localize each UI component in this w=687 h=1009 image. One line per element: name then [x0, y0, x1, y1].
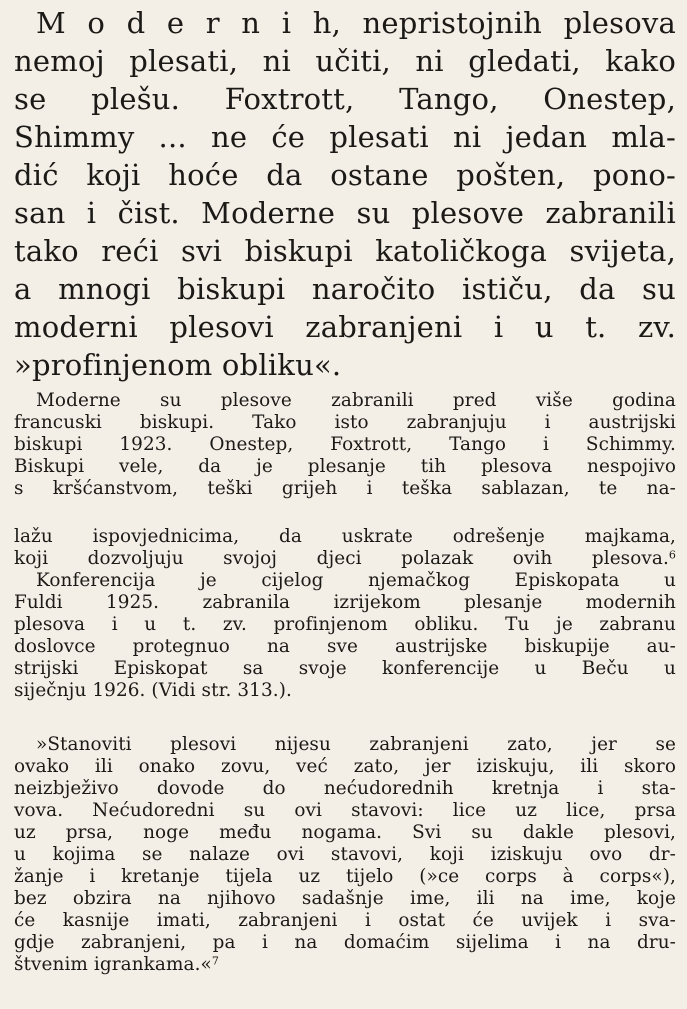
text-line: Fuldi 1925. zabranila izrijekom plesanje modernih	[14, 592, 676, 613]
text-line: gdje zabranjeni, pa i na domaćim sijelima i na dru-	[14, 932, 676, 953]
text-line: »Stanoviti plesovi nijesu zabranjeni zato, jer se	[36, 734, 676, 755]
text-line: će kasnije imati, zabranjeni i ostat će uvijek i sva-	[14, 910, 676, 931]
text-span: štvenim igrankama.«	[14, 954, 212, 975]
text-line: Shimmy ... ne će plesati ni jedan mla-	[14, 120, 676, 154]
text-line: »profinjenom obliku«.	[14, 348, 342, 382]
text-line: lažu ispovjednicima, da uskrate odrešenje majkama,	[14, 526, 676, 547]
text-line: tako reći svi biskupi katoličkoga svijeta,	[14, 234, 676, 268]
text-line: M o d e r n i h, nepristojnih plesova	[36, 6, 676, 40]
text-line: biskupi 1923. Onestep, Foxtrott, Tango i Schimmy.	[14, 434, 676, 455]
text-line-with-footnote	[14, 548, 676, 570]
text-line: a mnogi biskupi naročito ističu, da su	[14, 272, 676, 306]
text-line: bez obzira na njihovo sadašnje ime, ili na ime, koje	[14, 888, 676, 909]
text-span: koji dozvoljuju svojoj djeci polazak ovih plesova.	[14, 548, 669, 569]
text-line: ovako ili onako zovu, već zato, jer iziskuju, ili skoro	[14, 756, 676, 777]
text-line: žanje i kretanje tijela uz tijelo (»ce corps à corps«),	[14, 866, 676, 887]
text-line: Moderne su plesove zabranili pred više godina	[36, 390, 676, 411]
text-line: doslovce protegnuo na sve austrijske biskupije au-	[14, 636, 676, 657]
text-line: nemoj plesati, ni učiti, ni gledati, kako	[14, 44, 676, 78]
text-line: uz prsa, noge među nogama. Svi su dakle plesovi,	[14, 822, 676, 843]
text-line: u kojima se nalaze ovi stavovi, koji iziskuju ovo dr-	[14, 844, 676, 865]
text-line: Biskupi vele, da je plesanje tih plesova nespojivo	[14, 456, 676, 477]
text-line: strijski Episkopat sa svoje konferencije u Beču u	[14, 658, 676, 679]
text-line: Konferencija je cijelog njemačkog Episkopata u	[36, 570, 676, 591]
text-line: vova. Nećudoredni su ovi stavovi: lice uz lice, prsa	[14, 800, 676, 821]
text-line: san i čist. Moderne su plesove zabranili	[14, 196, 676, 230]
text-line: s kršćanstvom, teški grijeh i teška sablazan, te na-	[14, 478, 676, 499]
text-line: plesova i u t. zv. profinjenom obliku. Tu je zabranu	[14, 614, 676, 635]
text-line: neizbježivo dovode do nećudorednih kretnja i sta-	[14, 778, 676, 799]
footnote-ref-6: 6	[668, 548, 676, 562]
text-line-with-footnote	[14, 954, 676, 976]
text-line: francuski biskupi. Tako isto zabranjuju i austrijski	[14, 412, 676, 433]
text-line: siječnju 1926. (Vidi str. 313.).	[14, 680, 292, 701]
text-line: dić koji hoće da ostane pošten, pono-	[14, 158, 676, 192]
text-line: moderni plesovi zabranjeni i u t. zv.	[14, 310, 676, 344]
text-line: se plešu. Foxtrott, Tango, Onestep,	[14, 82, 676, 116]
footnote-ref-7: 7	[211, 954, 219, 968]
